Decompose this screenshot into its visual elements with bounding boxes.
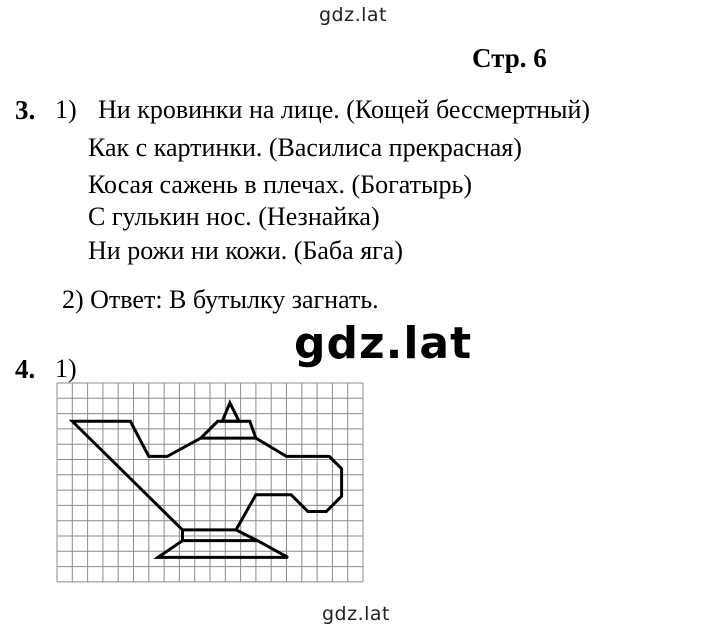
- task-3-line-5: Ни рожи ни кожи. (Баба яга): [88, 236, 404, 265]
- lamp-body: [72, 421, 341, 530]
- task-3-line-3: Косая сажень в плечах. (Богатырь): [88, 170, 473, 199]
- watermark-top: gdz.lat: [319, 4, 388, 26]
- lamp-drawing: [72, 403, 341, 558]
- task-3-line-2: Как с картинки. (Василиса прекрасная): [88, 133, 522, 162]
- watermark-middle: gdz.lat: [294, 318, 473, 369]
- lamp-lid: [201, 421, 256, 438]
- task-3-line-4: С гулькин нос. (Незнайка): [88, 202, 380, 231]
- task-3-line-1: Ни кровинки на лице. (Кощей бессмертный): [98, 95, 591, 124]
- task-4-number: 4.: [15, 354, 36, 384]
- figure-grid: [57, 383, 363, 582]
- task-3-part-2: 2) Ответ: В бутылку загнать.: [62, 285, 379, 314]
- task-4-part-1-marker: 1): [55, 354, 77, 383]
- lamp-knob: [222, 403, 239, 421]
- lamp-base: [158, 530, 288, 558]
- task-3-number: 3.: [15, 95, 36, 125]
- task-3-part-1-marker: 1): [55, 95, 77, 124]
- page-label: Стр. 6: [472, 43, 547, 73]
- watermark-bottom: gdz.lat: [322, 603, 391, 625]
